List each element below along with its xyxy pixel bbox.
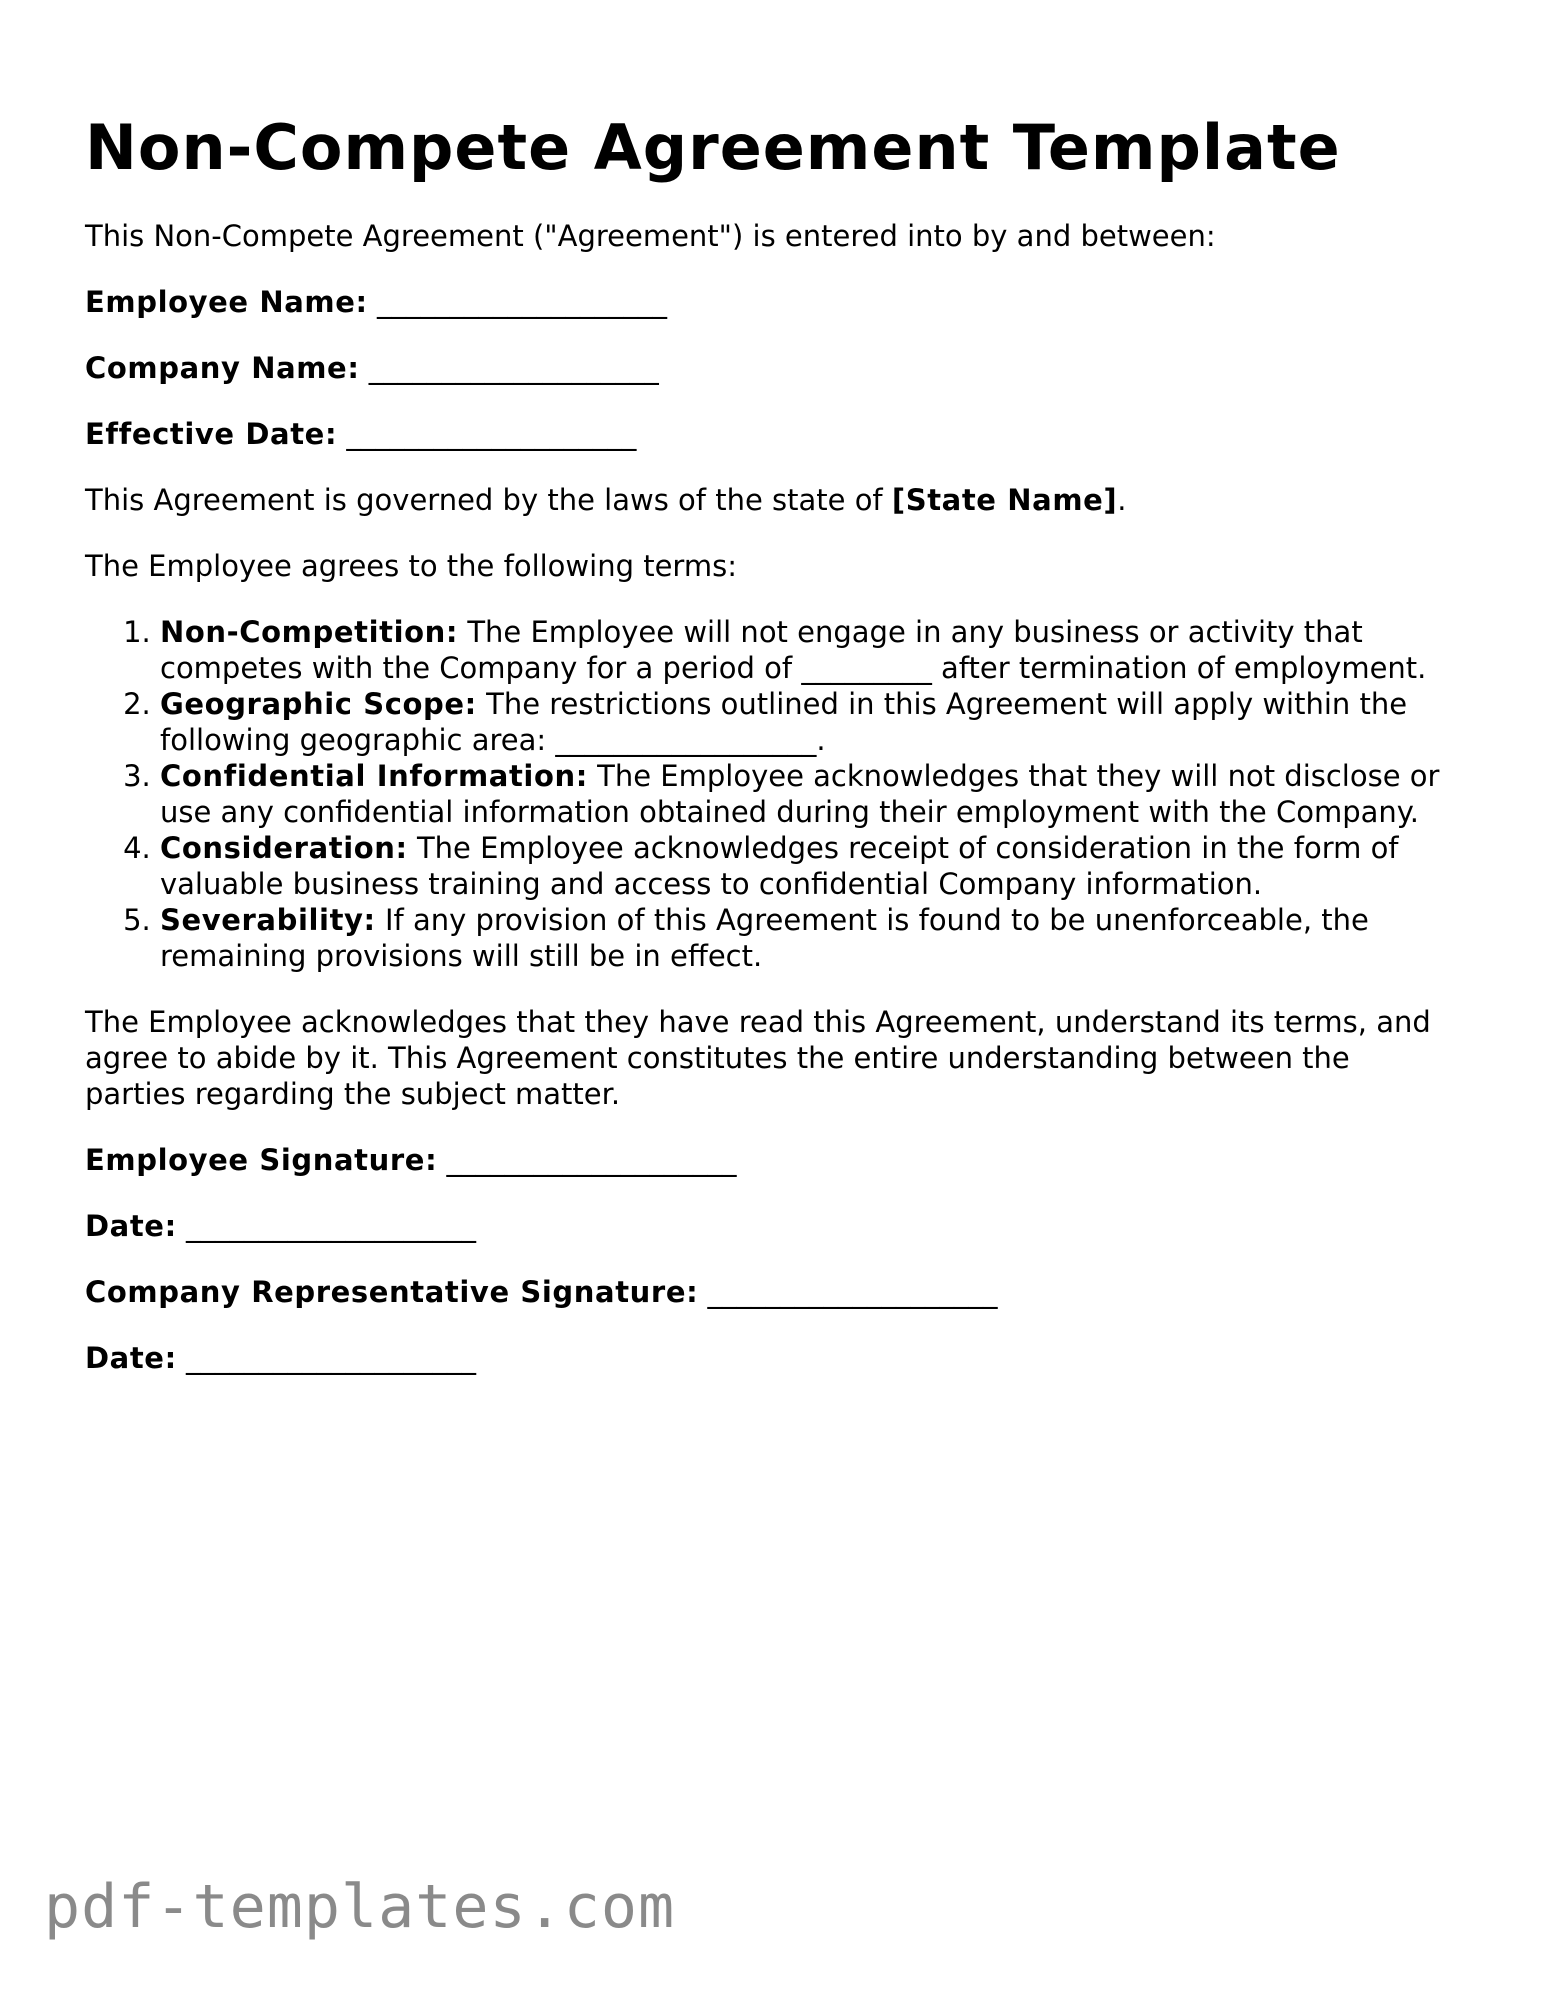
term-heading: Non-Competition: <box>160 615 459 649</box>
employee-date-blank: ____________________ <box>186 1209 476 1243</box>
governing-law-paragraph <box>85 482 1455 518</box>
effective-date-blank: ____________________ <box>346 417 637 451</box>
employee-signature-field <box>85 1142 1455 1178</box>
state-name-placeholder: [State Name] <box>891 483 1118 517</box>
employee-date-field <box>85 1208 1455 1244</box>
governing-law-period: . <box>1117 483 1127 517</box>
term-text: The Employee acknowledges receipt of consideration in the form of valuable business training and access to confidential Company information. <box>160 831 1399 901</box>
terms-intro: The Employee agrees to the following terms: <box>85 549 737 583</box>
term-item <box>160 686 1455 758</box>
company-name-blank: ____________________ <box>368 351 659 385</box>
acknowledgement-paragraph: The Employee acknowledges that they have read this Agreement, understand its terms, and agree to abide by it. This Agreement constitutes the entire understanding between the parties regarding the subject matter. <box>85 1005 1431 1111</box>
term-item <box>160 902 1455 974</box>
term-item <box>160 614 1455 686</box>
company-signature-blank: ____________________ <box>707 1275 998 1309</box>
term-text: The Employee will not engage in any business or activity that competes with the Company for a period of _________ after termination of employment. <box>160 615 1427 685</box>
company-date-label: Date: <box>85 1341 177 1375</box>
company-name-field <box>85 350 1455 386</box>
employee-name-label: Employee Name: <box>85 285 368 319</box>
document-page <box>85 108 1455 1406</box>
effective-date-field <box>85 416 1455 452</box>
term-heading: Confidential Information: <box>160 759 588 793</box>
term-text: The Employee acknowledges that they will not disclose or use any confidential information obtained during their employment with the Company. <box>160 759 1440 829</box>
term-item <box>160 758 1455 830</box>
employee-signature-blank: ____________________ <box>446 1143 737 1177</box>
term-text: If any provision of this Agreement is found to be unenforceable, the remaining provisions will still be in effect. <box>160 903 1369 973</box>
employee-signature-label: Employee Signature: <box>85 1143 438 1177</box>
governing-law-text: This Agreement is governed by the laws of the state of <box>85 483 892 517</box>
term-heading: Severability: <box>160 903 376 937</box>
term-item <box>160 830 1455 902</box>
term-heading: Geographic Scope: <box>160 687 477 721</box>
employee-name-blank: ____________________ <box>376 285 667 319</box>
watermark: pdf-templates.com <box>44 1872 676 1942</box>
company-date-blank: ____________________ <box>186 1341 476 1375</box>
intro-paragraph: This Non-Compete Agreement ("Agreement") is entered into by and between: <box>85 219 1216 253</box>
company-signature-field <box>85 1274 1455 1310</box>
company-date-field <box>85 1340 1455 1376</box>
company-name-label: Company Name: <box>85 351 360 385</box>
page-title: Non-Compete Agreement Template <box>85 111 1341 184</box>
term-text: The restrictions outlined in this Agreement will apply within the following geographic area: __________________. <box>160 687 1408 757</box>
terms-list <box>85 614 1455 974</box>
effective-date-label: Effective Date: <box>85 417 338 451</box>
company-signature-label: Company Representative Signature: <box>85 1275 699 1309</box>
term-heading: Consideration: <box>160 831 408 865</box>
employee-date-label: Date: <box>85 1209 177 1243</box>
employee-name-field <box>85 284 1455 320</box>
